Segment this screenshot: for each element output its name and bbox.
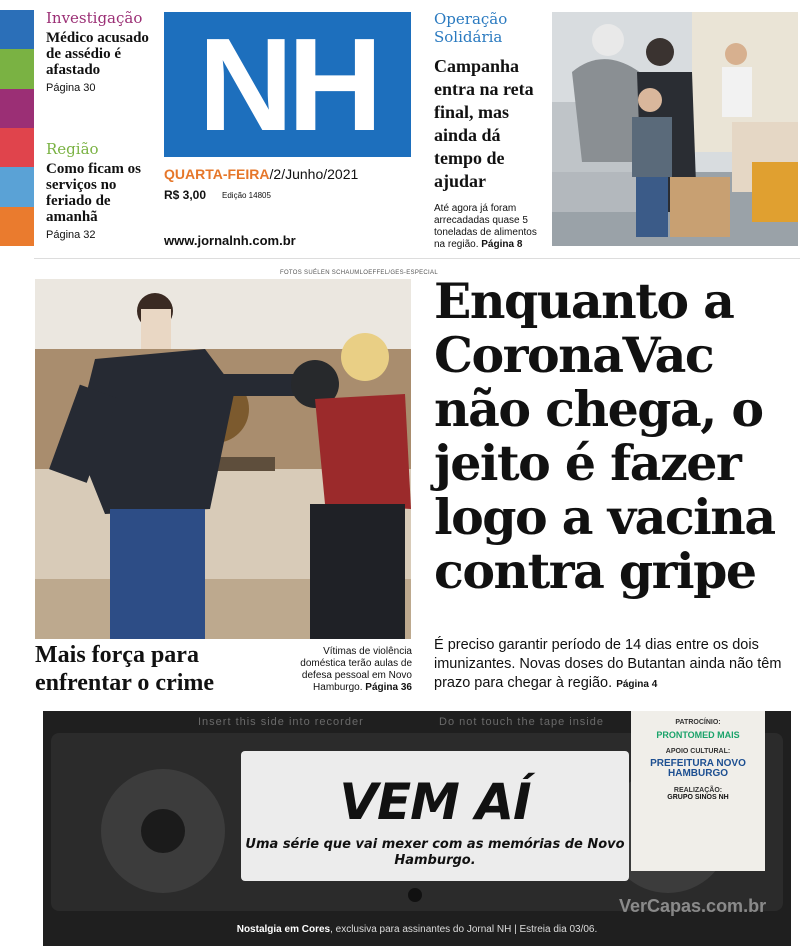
issue-price: R$ 3,00 [164, 188, 207, 202]
ad-title: VEM AÍ [339, 773, 531, 831]
strip-red [0, 128, 34, 167]
sponsor-name: PRONTOMED MAIS [656, 730, 740, 740]
photo-caption-title[interactable]: Mais força para enfrentar o crime [35, 642, 215, 696]
sponsor-panel [631, 711, 765, 871]
self-defense-photo[interactable] [35, 279, 411, 639]
teaser-section: Operação Solidária [434, 10, 508, 46]
support-label: APOIO CULTURAL: [665, 748, 731, 755]
watermark: VerCapas.com.br [619, 896, 767, 916]
teaser-investigacao[interactable] [46, 10, 156, 94]
lead-headline[interactable]: Enquanto a CoronaVac não chega, o jeito é fazer logo a vacina contra gripe [434, 272, 775, 600]
ad-footer: Nostalgia em Cores, exclusiva para assinantes do Jornal NH | Estreia dia 03/06. [236, 924, 598, 935]
teaser-operacao-solidaria[interactable] [434, 10, 546, 251]
donation-photo[interactable] [552, 12, 798, 246]
strip-orange [0, 207, 34, 246]
teaser-headline: Como ficam os serviços no feriado de amanhã [46, 161, 141, 225]
website-link[interactable]: www.jornalnh.com.br [164, 233, 296, 248]
photo-caption-body: Vítimas de violência doméstica terão aulas de defesa pessoal em Novo Hamburgo. Página 36 [300, 646, 412, 693]
strip-lightblue [0, 167, 34, 206]
teaser-page: Página 30 [46, 82, 96, 94]
edition-number: Edição 14805 [222, 191, 271, 200]
tape-label [241, 751, 629, 881]
ad-subtitle: Uma série que vai mexer com as memórias de Novo Hamburgo. [245, 837, 625, 868]
support-name: PREFEITURA NOVO HAMBURGO [650, 758, 746, 779]
teaser-page: Página 8 [481, 239, 523, 250]
vhs-advertisement[interactable] [43, 711, 791, 946]
caption-page: Página 36 [365, 682, 412, 693]
lead-dek: É preciso garantir período de 14 dias entre os dois imunizantes. Novas doses do Butantan ainda não têm prazo para chegar à região. Página 4 [434, 637, 782, 691]
lead-page: Página 4 [616, 679, 658, 690]
section-divider [34, 258, 800, 259]
color-strip [0, 10, 34, 246]
tape-top-label-right: Do not touch the tape inside [439, 716, 604, 728]
teaser-headline: Campanha entra na reta final, mas ainda dá tempo de ajudar [434, 56, 534, 191]
teaser-body: Até agora já foram arrecadadas quase 5 toneladas de alimentos na região. Página 8 [434, 203, 537, 250]
weekday: QUARTA-FEIRA [164, 166, 270, 182]
realization-label: REALIZAÇÃO: [673, 787, 723, 794]
strip-blue [0, 10, 34, 49]
realization-name: GRUPO SINOS NH [667, 794, 729, 801]
teaser-page: Página 32 [46, 229, 96, 241]
strip-green [0, 49, 34, 88]
teaser-section: Investigação [46, 9, 143, 27]
donation-photo-illustration [552, 12, 798, 246]
strip-purple [0, 89, 34, 128]
teaser-regiao[interactable] [46, 141, 156, 241]
issue-date [164, 166, 358, 182]
date-value: /2/Junho/2021 [269, 166, 359, 182]
masthead-logo[interactable] [164, 12, 411, 157]
logo-text: NH [198, 10, 377, 158]
sponsor-label: PATROCÍNIO: [675, 719, 721, 726]
tape-top-label-left: Insert this side into recorder [198, 716, 364, 728]
teaser-headline: Médico acusado de assédio é afastado [46, 30, 149, 78]
self-defense-photo-illustration [35, 279, 411, 639]
photo-credit: FOTOS SUÉLEN SCHAUMLOEFFEL/GES-ESPECIAL [280, 270, 438, 276]
teaser-section: Região [46, 140, 99, 158]
